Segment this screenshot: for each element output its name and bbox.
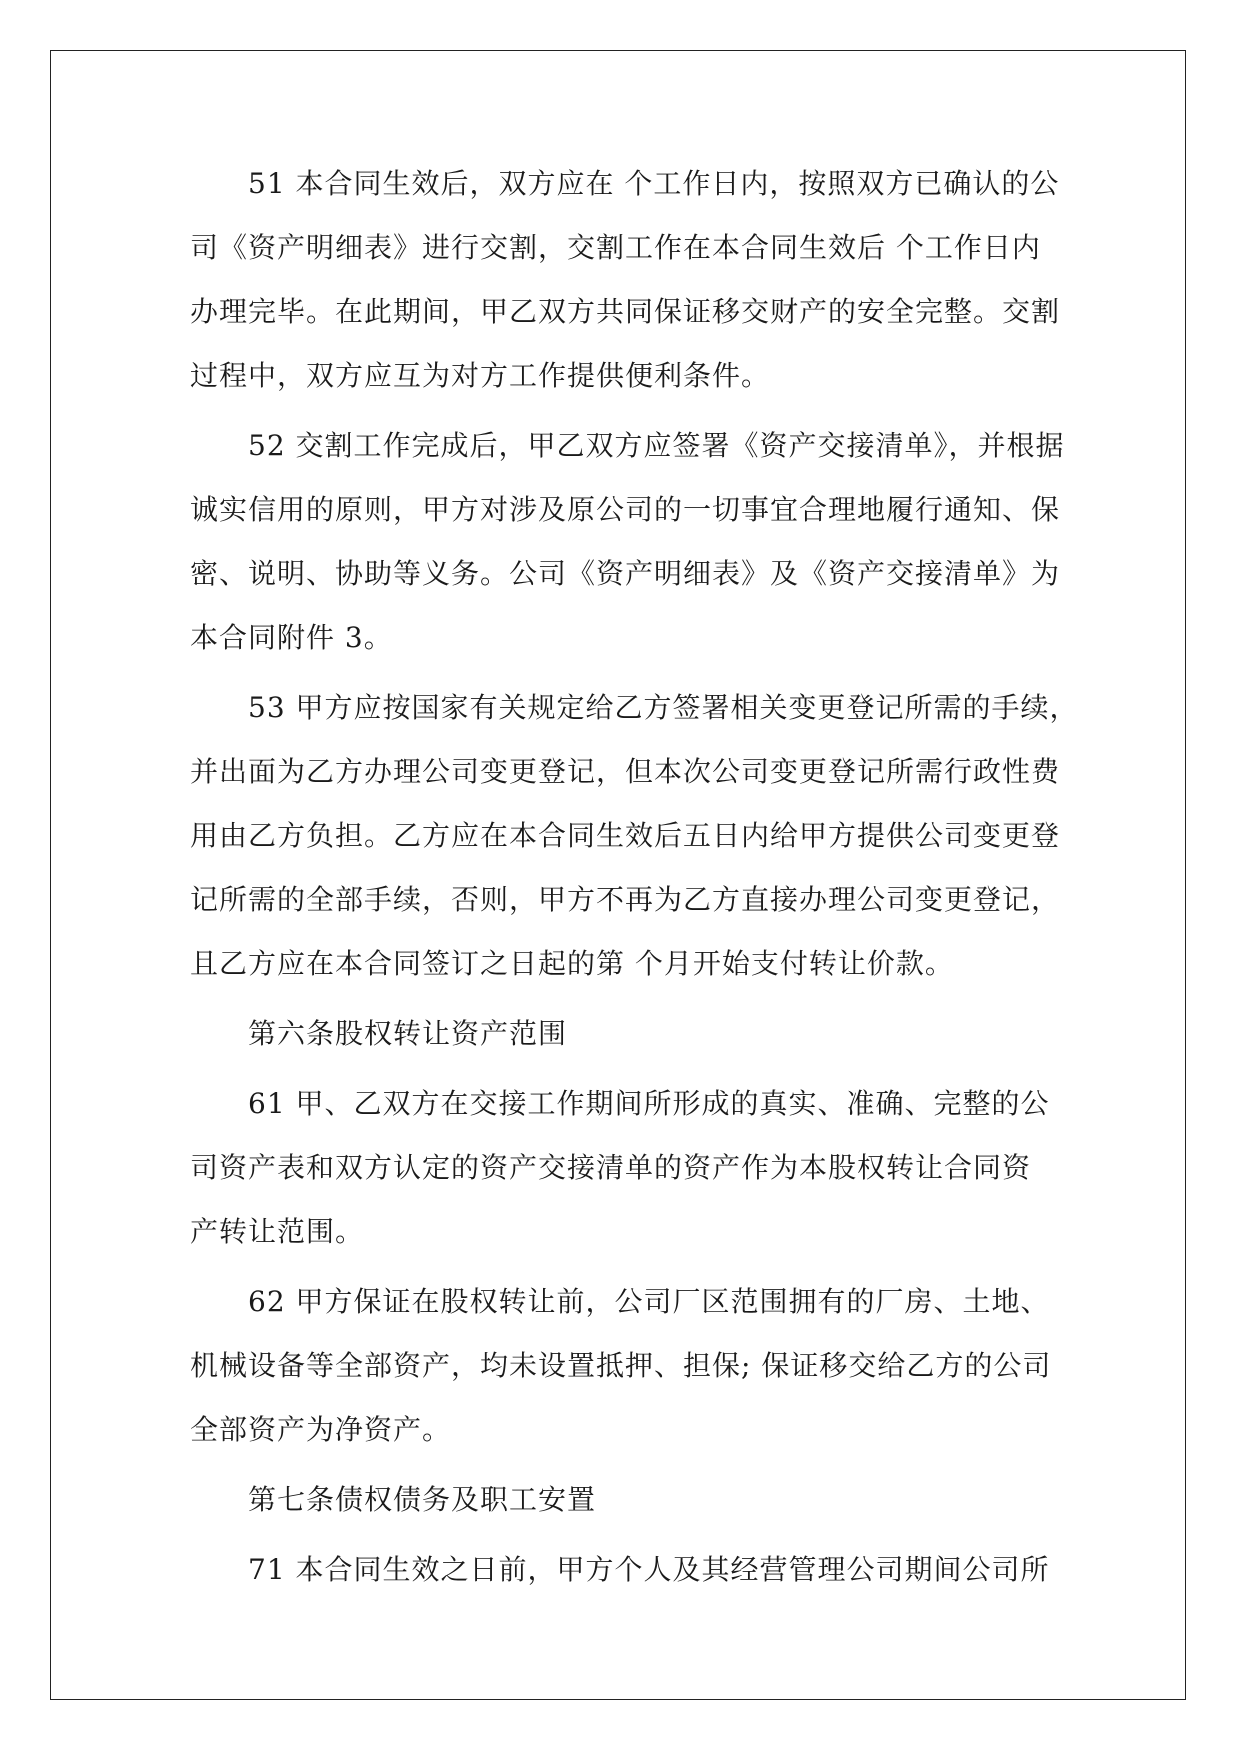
text-line: 记所需的全部手续，否则，甲方不再为乙方直接办理公司变更登记， — [190, 883, 1061, 916]
text-line: 且乙方应在本合同签订之日起的第 个月开始支付转让价款。 — [190, 947, 954, 980]
text-line: 产转让范围。 — [190, 1215, 365, 1248]
text-line: 61 甲、乙双方在交接工作期间所形成的真实、准确、完整的公 — [248, 1087, 1050, 1120]
text-line: 过程中，双方应互为对方工作提供便利条件。 — [190, 359, 771, 392]
text-line: 密、说明、协助等义务。公司《资产明细表》及《资产交接清单》为 — [190, 557, 1061, 590]
text-line: 71 本合同生效之日前，甲方个人及其经营管理公司期间公司所 — [248, 1553, 1050, 1586]
text-line: 办理完毕。在此期间，甲乙双方共同保证移交财产的安全完整。交割 — [190, 295, 1061, 328]
text-line: 诚实信用的原则，甲方对涉及原公司的一切事宜合理地履行通知、保 — [190, 493, 1061, 526]
text-line: 司《资产明细表》进行交割，交割工作在本合同生效后 个工作日内 — [190, 231, 1041, 264]
section-heading: 第七条债权债务及职工安置 — [248, 1483, 597, 1516]
section-heading: 第六条股权转让资产范围 — [248, 1017, 568, 1050]
text-line: 司资产表和双方认定的资产交接清单的资产作为本股权转让合同资 — [190, 1151, 1032, 1184]
text-line: 62 甲方保证在股权转让前，公司厂区范围拥有的厂房、土地、 — [248, 1285, 1050, 1318]
text-line: 52 交割工作完成后，甲乙双方应签署《资产交接清单》，并根据 — [248, 429, 1065, 462]
text-line: 本合同附件 3。 — [190, 621, 393, 654]
text-line: 机械设备等全部资产，均未设置抵押、担保; 保证移交给乙方的公司 — [190, 1349, 1052, 1382]
text-line: 全部资产为净资产。 — [190, 1413, 452, 1446]
text-line: 51 本合同生效后，双方应在 个工作日内，按照双方已确认的公 — [248, 167, 1060, 200]
text-line: 53 甲方应按国家有关规定给乙方签署相关变更登记所需的手续， — [248, 691, 1079, 724]
text-line: 并出面为乙方办理公司变更登记，但本次公司变更登记所需行政性费 — [190, 755, 1061, 788]
text-line: 用由乙方负担。乙方应在本合同生效后五日内给甲方提供公司变更登 — [190, 819, 1061, 852]
